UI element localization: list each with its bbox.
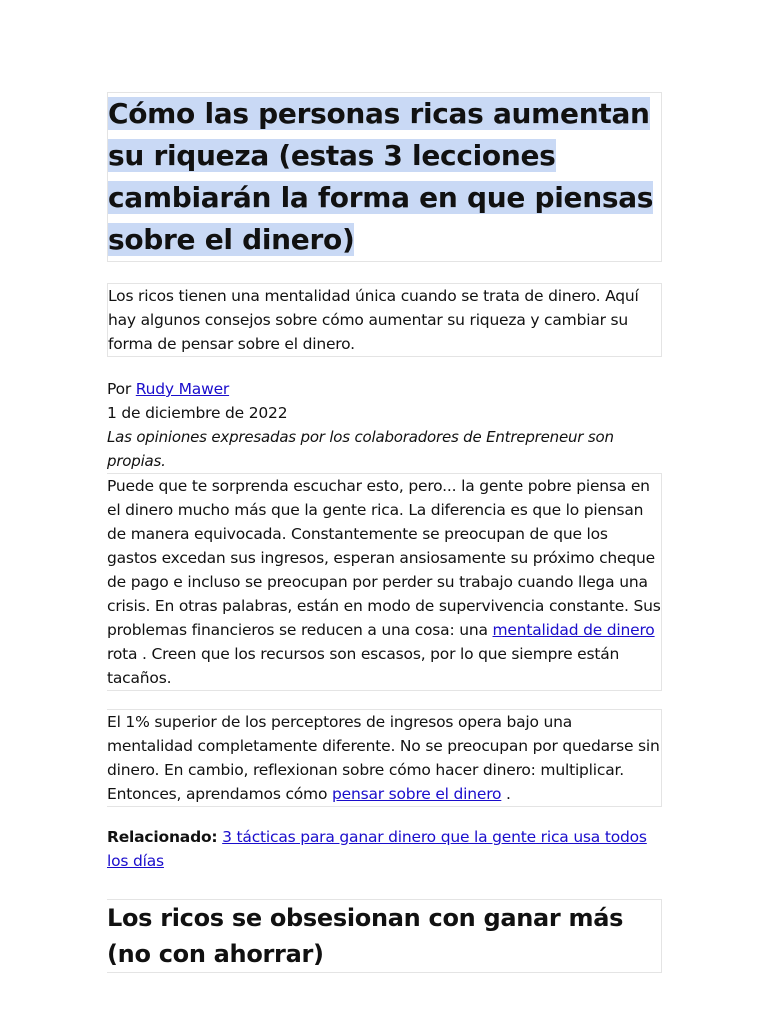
article bbox=[107, 92, 662, 973]
title-highlight: Cómo las personas ricas aumentan su riqueza (estas 3 lecciones cambiarán la forma en que piensas sobre el dinero) bbox=[108, 97, 654, 256]
paragraph-1-text-b: rota . Creen que los recursos son escasos, por lo que siempre están tacaños. bbox=[107, 645, 620, 687]
paragraph-2-text-b: . bbox=[501, 785, 511, 803]
paragraph-2 bbox=[107, 709, 662, 807]
money-mindset-link[interactable]: mentalidad de dinero bbox=[492, 621, 655, 639]
paragraph-1 bbox=[107, 473, 662, 691]
paragraph-2-text-a: El 1% superior de los perceptores de ingresos opera bajo una mentalidad completamente diferente. No se preocupan por quedarse sin dinero. En cambio, reflexionan sobre cómo hacer dinero: multiplicar. Entonces, aprendamos cómo bbox=[107, 713, 660, 803]
article-meta bbox=[107, 377, 662, 473]
paragraph-1-text-a: Puede que te sorprenda escuchar esto, pero... la gente pobre piensa en el dinero mucho más que la gente rica. La diferencia es que lo piensan de manera equivocada. Constantemente se preocupan de que los gastos excedan sus ingresos, esperan ansiosamente su próximo cheque de pago e incluso se preocupan por perder su trabajo cuando llega una crisis. En otras palabras, están en modo de supervivencia constante. Sus problemas financieros se reducen a una cosa: una bbox=[107, 477, 661, 639]
article-lead: Los ricos tienen una mentalidad única cuando se trata de dinero. Aquí hay algunos consejos sobre cómo aumentar su riqueza y cambiar su forma de pensar sobre el dinero. bbox=[107, 283, 662, 357]
article-title-block bbox=[107, 92, 662, 262]
section-heading: Los ricos se obsesionan con ganar más (no con ahorrar) bbox=[107, 899, 662, 973]
author-link[interactable]: Rudy Mawer bbox=[135, 380, 230, 398]
related-label: Relacionado: bbox=[107, 828, 218, 846]
byline-prefix: Por bbox=[107, 380, 136, 398]
byline bbox=[107, 377, 662, 401]
article-body bbox=[107, 473, 662, 973]
related-block bbox=[107, 825, 662, 873]
related-article-link[interactable]: 3 tácticas para ganar dinero que la gente rica usa todos los días bbox=[107, 828, 647, 870]
publish-date: 1 de diciembre de 2022 bbox=[107, 404, 288, 422]
disclaimer: Las opiniones expresadas por los colaboradores de Entrepreneur son propias. bbox=[107, 428, 614, 470]
think-about-money-link[interactable]: pensar sobre el dinero bbox=[331, 785, 502, 803]
article-title bbox=[108, 93, 661, 261]
